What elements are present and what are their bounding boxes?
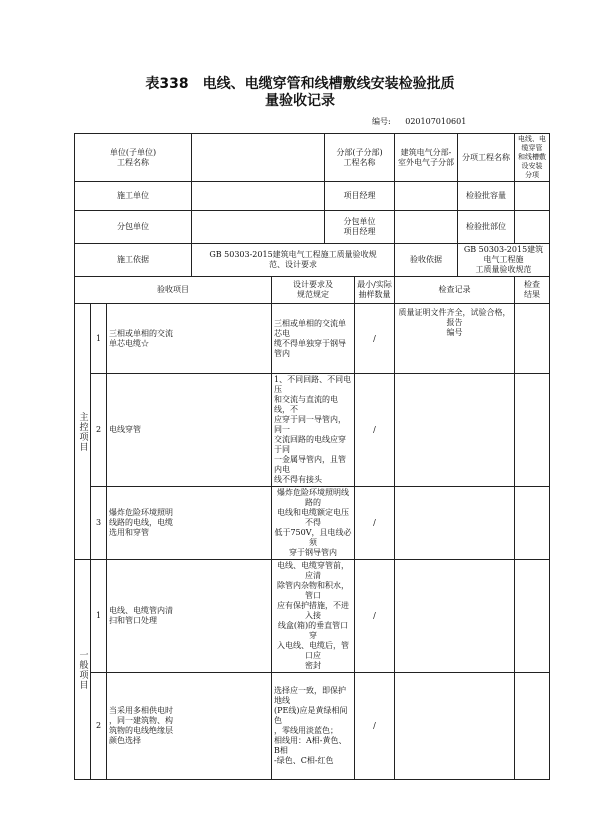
item-result[interactable] (515, 560, 550, 673)
item-result[interactable] (515, 304, 550, 374)
batch-part-label: 检验批部位 (458, 211, 515, 244)
code-label: 编号: (372, 117, 391, 126)
col-header-design: 设计要求及 规范规定 (272, 277, 355, 304)
main-control-group-label: 主控项目 (75, 304, 91, 560)
item-number: 2 (91, 673, 107, 780)
table-row (75, 304, 550, 374)
project-manager-value[interactable] (395, 182, 458, 211)
item-result[interactable] (515, 673, 550, 780)
project-manager-label: 项目经理 (325, 182, 395, 211)
unit-label: 单位(子单位) 工程名称 (75, 134, 192, 182)
sub-project-manager-value[interactable] (395, 211, 458, 244)
item-name: 电线、电缆管内清 扫和管口处理 (107, 560, 272, 673)
col-header-record: 检查记录 (395, 277, 515, 304)
item-record[interactable] (395, 673, 515, 780)
col-header-item: 验收项目 (75, 277, 272, 304)
item-record[interactable] (395, 487, 515, 560)
construction-basis-label: 施工依据 (75, 244, 192, 277)
code-value: 020107010601 (405, 117, 467, 126)
page-title (110, 76, 490, 110)
batch-capacity-label: 检验批容量 (458, 182, 515, 211)
item-name: 爆炸危险环境照明 线路的电线，电缆 选用和穿管 (107, 487, 272, 560)
item-name: 电线穿管 (107, 374, 272, 487)
table-row (75, 374, 550, 487)
table-row (75, 487, 550, 560)
item-sample[interactable]: / (355, 374, 395, 487)
item-record[interactable] (395, 560, 515, 673)
acceptance-basis-value: GB 50303-2015建筑电气工程施 工质量验收规范 (458, 244, 550, 277)
item-sample[interactable]: / (355, 560, 395, 673)
item-number: 3 (91, 487, 107, 560)
item-sample[interactable]: / (355, 487, 395, 560)
item-name: 当采用多相供电时 ，同一建筑物、构 筑物的电线绝缘层 颜色选择 (107, 673, 272, 780)
item-design-requirement: 三相或单相的交流单芯电 缆不得单独穿于钢导管内 (272, 304, 355, 374)
item-design-requirement: 1、不同回路、不同电压 和交流与直流的电线，不 应穿于同一导管内，同一 交流回路的电线应穿于同 一金属导管内，且管内电 线不得有接头 (272, 374, 355, 487)
document-code (372, 116, 466, 127)
title-line-1: 表338 电线、电缆穿管和线槽敷线安装检验批质 (145, 76, 455, 92)
item-number: 2 (91, 374, 107, 487)
title-line-2: 量验收记录 (265, 93, 335, 109)
item-number: 1 (91, 560, 107, 673)
subcontract-unit-value[interactable] (192, 211, 325, 244)
subitem-label: 分项工程名称 (458, 134, 515, 182)
unit-value[interactable] (192, 134, 325, 182)
table-row (75, 560, 550, 673)
item-record[interactable]: 质量证明文件齐全，试验合格，报告 编号 (395, 304, 515, 374)
table-row (75, 673, 550, 780)
acceptance-basis-label: 验收依据 (395, 244, 458, 277)
item-name: 三相或单相的交流 单芯电缆☆ (107, 304, 272, 374)
item-result[interactable] (515, 374, 550, 487)
construction-unit-value[interactable] (192, 182, 325, 211)
general-group-label: 一般项目 (75, 560, 91, 780)
item-result[interactable] (515, 487, 550, 560)
item-sample[interactable]: / (355, 673, 395, 780)
construction-basis-value: GB 50303-2015建筑电气工程施工质量验收规 范、设计要求 (192, 244, 395, 277)
item-design-requirement: 电线、电缆穿管前，应清 除管内杂物和积水，管口 应有保护措施，不进入接 线盒(箱)的垂直管口穿 入电线、电缆后，管口应 密封 (272, 560, 355, 673)
batch-capacity-value[interactable] (515, 182, 550, 211)
item-design-requirement: 选择应一致，即保护地线 (PE线)应是黄绿相间色 ，零线用淡蓝色； 相线用：A相-黄色、B相 -绿色、C相-红色 (272, 673, 355, 780)
item-number: 1 (91, 304, 107, 374)
construction-unit-label: 施工单位 (75, 182, 192, 211)
col-header-sample: 最小/实际 抽样数量 (355, 277, 395, 304)
item-sample[interactable]: / (355, 304, 395, 374)
subitem-value[interactable]: 电线、电缆穿管 和线槽敷设安装 分项 (515, 134, 550, 182)
division-value[interactable]: 建筑电气分部- 室外电气子分部 (395, 134, 458, 182)
batch-part-value[interactable] (515, 211, 550, 244)
subcontract-unit-label: 分包单位 (75, 211, 192, 244)
item-record[interactable] (395, 374, 515, 487)
col-header-result: 检查 结果 (515, 277, 550, 304)
division-label: 分部(子分部) 工程名称 (325, 134, 395, 182)
inspection-record-table (74, 133, 550, 780)
sub-project-manager-label: 分包单位 项目经理 (325, 211, 395, 244)
item-design-requirement: 爆炸危险环境照明线路的 电线和电缆额定电压不得 低于750V，且电线必须 穿于钢导管内 (272, 487, 355, 560)
